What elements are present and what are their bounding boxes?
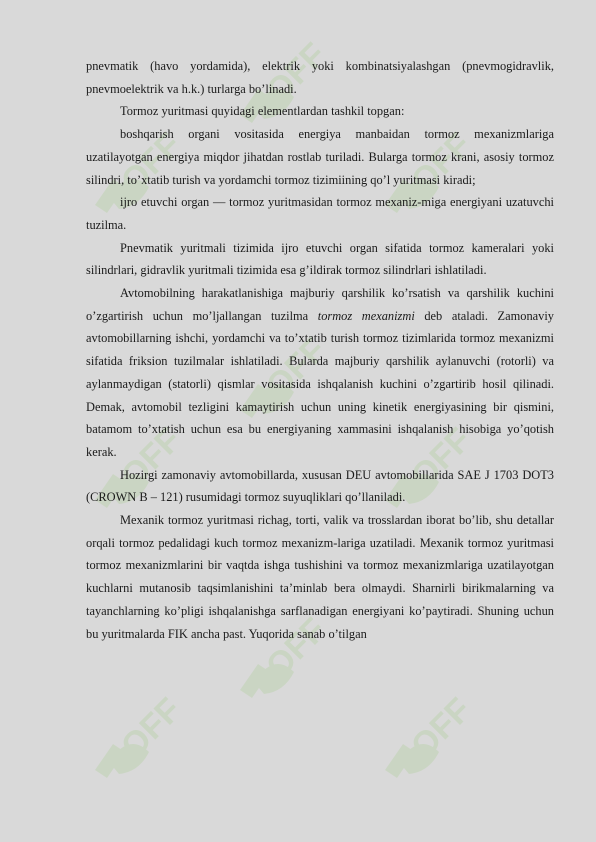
watermark-mark <box>95 691 189 778</box>
paragraph-text: Tormoz yuritmasi quyidagi elementlardan tashkil topgan: <box>120 104 405 119</box>
paragraph-text: Mexanik tormoz yuritmasi richag, torti, valik va trosslardan iborat bo’lib, shu detallar orqali tormoz pedalidagi kuch tormoz mexanizm-lariga uzatiladi. Mexanik tormoz yuritmasi tormoz mexanizmlarini bir vaqtda ishga tushishini va tormoz mexanizmlariga uzatilayotgan kuchlarni mutanosib taqsimlanishini ta’minlab bera olmaydi. Sharnirli birikmalarning va tayanchlarning ko’pligi ishqalanishga sarflanadigan energiyani ko’paytiradi. Shuning uchun bu yuritmalarda FIK ancha past. Yuqorida sanab o’tilgan <box>86 513 554 641</box>
paragraph-text: Hozirgi zamonaviy avtomobillarda, xususan DEU avtomobillarida SAE J 1703 DOT3 (CROWN B – 121) rusumidagi tormoz suyuqliklari qo’llaniladi. <box>86 467 554 505</box>
watermark-mark <box>385 691 479 778</box>
paragraph <box>86 100 554 123</box>
paragraph <box>86 55 554 100</box>
paragraph-text: Pnevmatik yuritmali tizimida ijro etuvchi organ sifatida tormoz kameralari yoki silindrlari, gidravlik yuritmali tizimida esa g’ildirak tormoz silindrlari ishlatiladi. <box>86 240 554 278</box>
paragraph-text: Avtomobilning harakatlanishiga majburiy qarshilik ko’rsatish va qarshilik kuchini o’zgartirish uchun mo’ljallangan tuzilma <box>86 286 554 323</box>
paragraph <box>86 282 554 464</box>
paragraph-text: deb ataladi. Zamonaviy avtomobillarning ishchi, yordamchi va to’xtatib turish tormoz tizimlarida tormoz mexanizmi sifatida friksion tuzilmalar ishlatiladi. Bularda majburiy qarshilik aylanuvchi (rotorli) va aylanmaydigan (statorli) qismlar vositasida ishqalanish kuchini o’zgartirib hosil qilinadi. Demak, avtomobil tezligini kamaytirish uchun uning kinetik energiyasining bir qismini, batamom to’xtatish uchun esa bu energiyaning xammasini ishqalanish hisobiga yo’qotish kerak. <box>86 308 554 459</box>
paragraph-text: pnevmatik (havo yordamida), elektrik yoki kombinatsiyalashgan (pnevmogidravlik, pnevmoelektrik va h.k.) turlarga bo’linadi. <box>86 59 554 96</box>
paragraph-text: boshqarish organi vositasida energiya manbaidan tormoz mexanizmlariga uzatilayotgan energiya miqdor jihatdan rostlab turiladi. Bularga tormoz krani, asosiy tormoz silindri, to’xtatib turish va yordamchi tormoz tizimiining qo’l yuritmasi kiradi; <box>86 127 554 187</box>
paragraph-text: ijro etuvchi organ — tormoz yuritmasidan tormoz mexaniz-miga energiyani uzatuvchi tuzilma. <box>86 195 554 232</box>
paragraph <box>86 464 554 509</box>
paragraph <box>86 191 554 236</box>
italic-term: tormoz mexanizmi <box>317 308 415 323</box>
paragraph <box>86 509 554 645</box>
paragraph <box>86 123 554 191</box>
body-text <box>86 55 554 645</box>
paragraph <box>86 237 554 282</box>
